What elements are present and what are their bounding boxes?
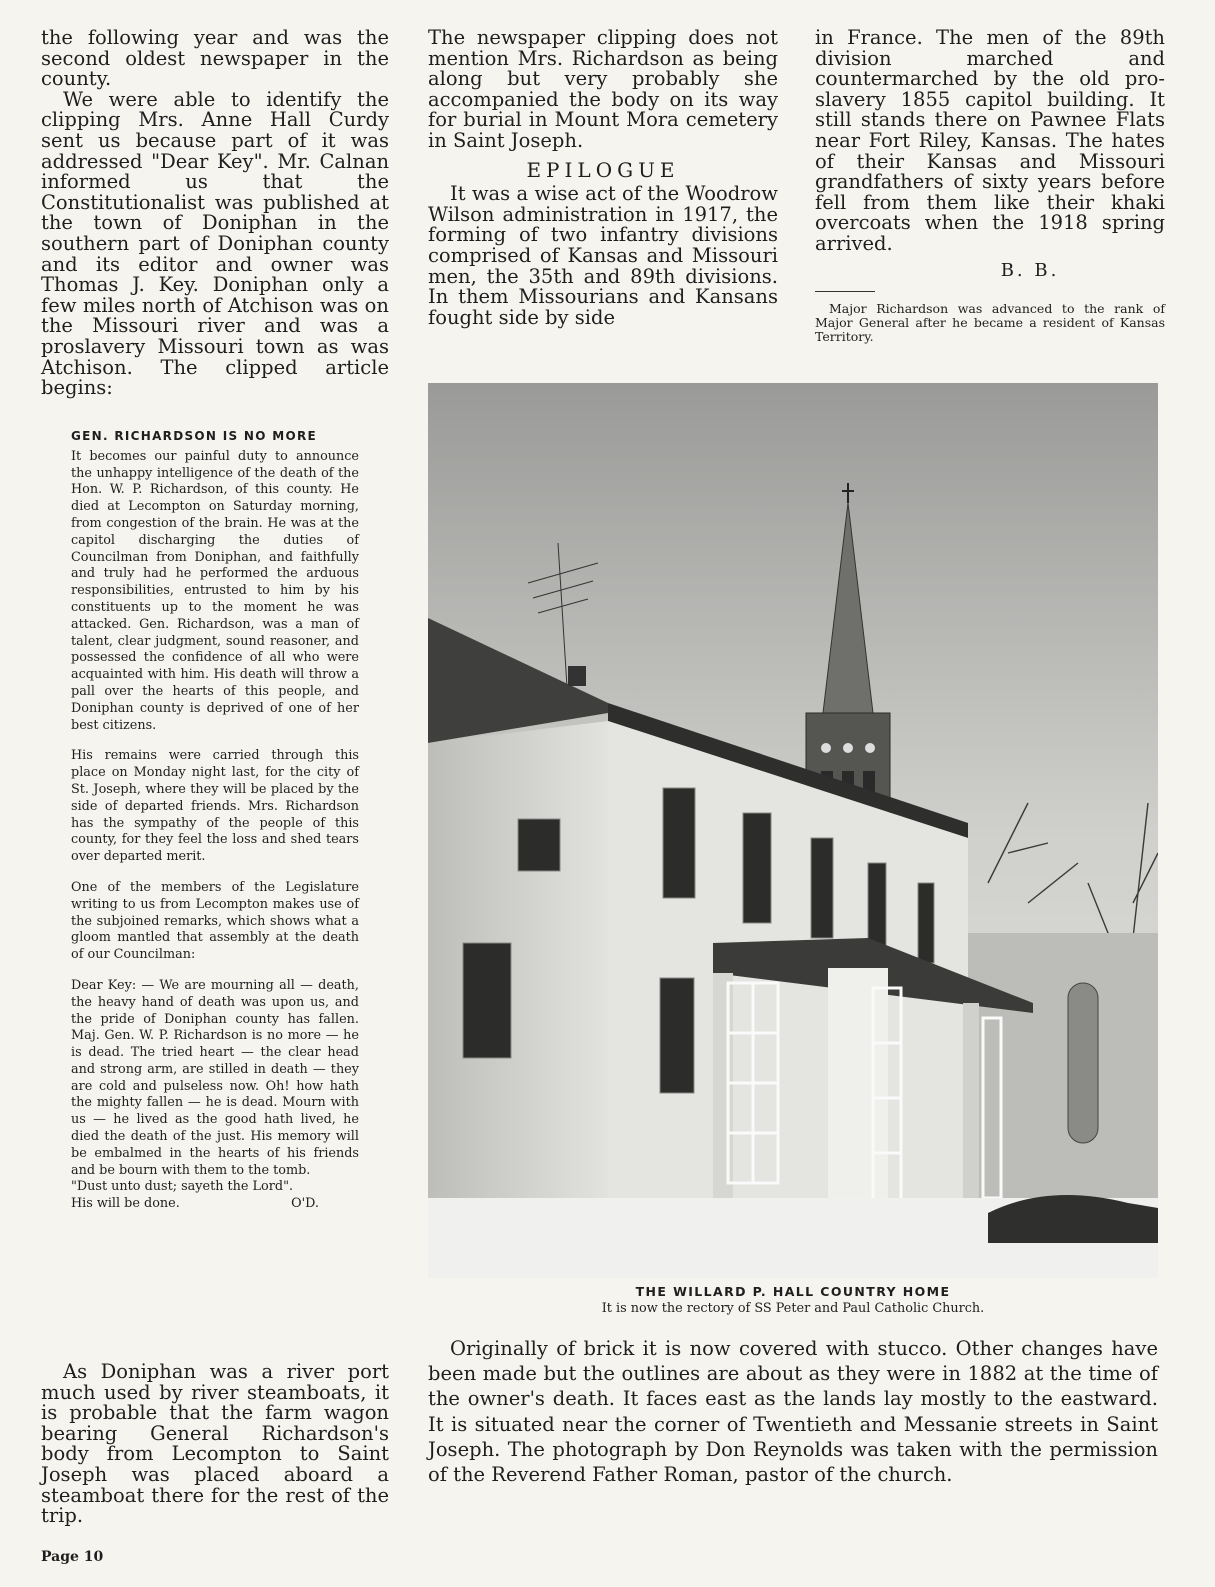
middle-paragraph-2: It was a wise act of the Woodrow Wilson administration in 1917, the forming of two infantry divisions comprised of Kansas and Missouri men, the 35th and 89th divisions. In them Missourians and Kansans fought side by side	[428, 182, 778, 329]
newspaper-clipping	[71, 428, 359, 1213]
clipping-letter: Dear Key: — We are mourning all — death, the heavy hand of death was upon us, and the pride of Doniphan county has fallen. Maj. Gen. W. P. Richardson is no more — he is dead. The tried heart — the clear head and strong arm, are stilled in death — they are cold and pulseless now. Oh! how hath the mighty fallen — he is dead. Mourn with us — he lived as the good hath lived, he died the death of the just. His memory will be embalmed in the hearts of his friends and be bourn with them to the tomb.	[71, 977, 359, 1178]
epilogue-heading: EPILOGUE	[526, 157, 680, 182]
clipping-heading: GEN. RICHARDSON IS NO MORE	[71, 429, 318, 443]
bottom-left-paragraph: As Doniphan was a river port much used by river steamboats, it is probable that the farm wagon bearing General Richardson's body from Lecompton to Saint Joseph was placed aboard a steamboat there for the rest of the trip.	[41, 1360, 389, 1528]
left-column	[41, 28, 389, 399]
photo-caption	[428, 1284, 1158, 1316]
left-paragraph-1: the following year and was the second oldest newspaper in the county.	[41, 26, 389, 91]
clipping-paragraph-3: One of the members of the Legislature writing to us from Lecompton makes use of the subjoined remarks, which shows what a gloom mantled that assembly at the death of our Councilman:	[71, 879, 359, 963]
author-signature: B. B.	[1000, 259, 1060, 281]
clipping-quote: "Dust unto dust; sayeth the Lord".	[71, 1179, 294, 1195]
clipping-signoff-name: O'D.	[291, 1196, 319, 1212]
right-column	[815, 28, 1165, 344]
bottom-right-text	[428, 1336, 1158, 1487]
left-paragraph-2: We were able to identify the clipping Mrs. Anne Hall Curdy sent us because part of it was addressed "Dear Key". Mr. Calnan informed us that the Constitutionalist was published at the town of Doniphan in the southern part of Doniphan county and its editor and owner was Thomas J. Key. Doniphan only a few miles north of Atchison was on the Missouri river and was a proslavery Missouri town as was Atchison. The clipped article begins:	[41, 87, 389, 400]
clipping-signoff	[71, 1196, 359, 1213]
bottom-left-text	[41, 1362, 389, 1527]
footnote-divider	[815, 291, 875, 292]
page-number: Page 10	[41, 1549, 104, 1565]
bottom-right-paragraph: Originally of brick it is now covered with stucco. Other changes have been made but the outlines are about as they were in 1882 at the time of the owner's death. It faces east as the lands lay mostly to the eastward. It is situated near the corner of Twentieth and Messanie streets in Saint Joseph. The photograph by Don Reynolds was taken with the permission of the Reverend Father Roman, pastor of the church.	[428, 1337, 1158, 1487]
clipping-paragraph-1: It becomes our painful duty to announce the unhappy intelligence of the death of the Hon. W. P. Richardson, of this county. He died at Lecompton on Saturday morning, from congestion of the brain. He was at the capitol discharging the duties of Councilman from Doniphan, and faithfully and truly had he performed the arduous responsibilities, entrusted to him by his constituents up to the moment he was attacked. Gen. Richardson, was a man of talent, clear judgment, sound reasoner, and possessed the confidence of all who were acquainted with him. His death will throw a pall over the hearts of this people, and Doniphan county is deprived of one of her best citizens.	[71, 448, 359, 733]
middle-paragraph-1: The newspaper clipping does not mention Mrs. Richardson as being along but very probably she accompanied the body on its way for burial in Mount Mora cemetery in Saint Joseph.	[428, 26, 778, 152]
middle-column	[428, 28, 778, 328]
caption-title: THE WILLARD P. HALL COUNTRY HOME	[635, 1284, 951, 1299]
caption-subtitle: It is now the rectory of SS Peter and Paul Catholic Church.	[601, 1301, 985, 1316]
house-photograph	[428, 383, 1158, 1278]
right-paragraph-1: in France. The men of the 89th division marched and countermarched by the old pro-slavery 1855 capitol building. It still stands there on Pawnee Flats near Fort Riley, Kansas. The hates of their Kansas and Missouri grandfathers of sixty years before fell from them like their khaki overcoats when the 1918 spring arrived.	[815, 26, 1165, 255]
clipping-paragraph-2: His remains were carried through this place on Monday night last, for the city of St. Joseph, where they will be placed by the side of departed friends. Mrs. Richardson has the sympathy of the people of this county, for they feel the loss and shed tears over departed merit.	[71, 748, 359, 865]
footnote: Major Richardson was advanced to the rank of Major General after he became a resident of Kansas Territory.	[815, 301, 1165, 345]
clipping-signoff-text: His will be done.	[71, 1196, 180, 1212]
